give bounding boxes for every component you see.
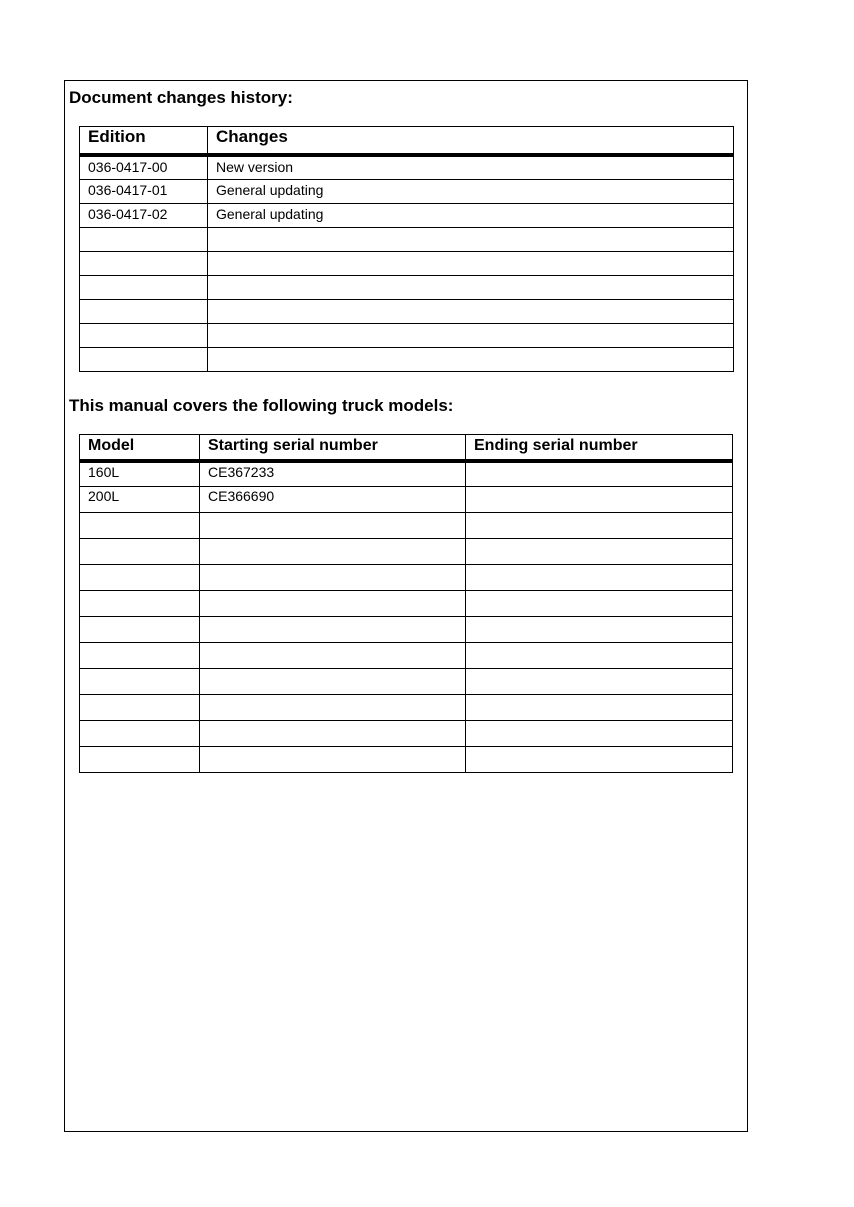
history-title: Document changes history: (69, 88, 293, 107)
history-row (80, 347, 734, 371)
changes-cell (208, 323, 734, 347)
starting-serial-cell (200, 721, 466, 747)
history-row (80, 203, 734, 227)
edition-cell (80, 347, 208, 371)
history-header-row (80, 127, 734, 156)
model-cell (80, 643, 200, 669)
starting-serial-cell (200, 591, 466, 617)
history-row (80, 275, 734, 299)
model-cell (80, 591, 200, 617)
starting-serial-cell: CE366690 (200, 487, 466, 513)
ending-serial-cell (466, 565, 733, 591)
models-table (79, 434, 733, 773)
history-row (80, 227, 734, 251)
history-row (80, 299, 734, 323)
edition-cell: 036-0417-01 (80, 179, 208, 203)
starting-serial-cell (200, 695, 466, 721)
model-row (80, 487, 733, 513)
ending-serial-cell (466, 617, 733, 643)
model-cell (80, 747, 200, 773)
edition-cell (80, 299, 208, 323)
model-cell (80, 513, 200, 539)
models-title: This manual covers the following truck models: (69, 396, 454, 415)
edition-cell: 036-0417-02 (80, 203, 208, 227)
changes-header: Changes (208, 127, 734, 156)
starting-serial-cell (200, 669, 466, 695)
model-cell (80, 721, 200, 747)
model-cell (80, 565, 200, 591)
model-row (80, 513, 733, 539)
model-row (80, 721, 733, 747)
starting-serial-cell: CE367233 (200, 461, 466, 487)
ending-serial-header: Ending serial number (466, 435, 733, 461)
changes-cell (208, 275, 734, 299)
ending-serial-cell (466, 747, 733, 773)
starting-serial-cell (200, 617, 466, 643)
ending-serial-cell (466, 643, 733, 669)
changes-cell (208, 299, 734, 323)
ending-serial-cell (466, 461, 733, 487)
edition-header: Edition (80, 127, 208, 156)
ending-serial-cell (466, 591, 733, 617)
model-cell: 160L (80, 461, 200, 487)
edition-cell: 036-0417-00 (80, 155, 208, 179)
models-header-row (80, 435, 733, 461)
changes-cell (208, 227, 734, 251)
edition-cell (80, 275, 208, 299)
starting-serial-cell (200, 539, 466, 565)
history-table (79, 126, 734, 372)
history-row (80, 155, 734, 179)
starting-serial-cell (200, 513, 466, 539)
model-cell: 200L (80, 487, 200, 513)
history-row (80, 323, 734, 347)
ending-serial-cell (466, 695, 733, 721)
ending-serial-cell (466, 669, 733, 695)
ending-serial-cell (466, 539, 733, 565)
model-row (80, 669, 733, 695)
model-row (80, 539, 733, 565)
changes-cell: New version (208, 155, 734, 179)
edition-cell (80, 323, 208, 347)
ending-serial-cell (466, 721, 733, 747)
history-row (80, 251, 734, 275)
changes-cell: General updating (208, 179, 734, 203)
ending-serial-cell (466, 487, 733, 513)
model-row (80, 695, 733, 721)
starting-serial-cell (200, 565, 466, 591)
model-row (80, 643, 733, 669)
changes-cell (208, 251, 734, 275)
model-row (80, 591, 733, 617)
model-row (80, 565, 733, 591)
model-cell (80, 669, 200, 695)
changes-cell: General updating (208, 203, 734, 227)
starting-serial-cell (200, 643, 466, 669)
model-row (80, 747, 733, 773)
history-row (80, 179, 734, 203)
model-row (80, 617, 733, 643)
model-cell (80, 539, 200, 565)
starting-serial-header: Starting serial number (200, 435, 466, 461)
edition-cell (80, 227, 208, 251)
model-cell (80, 617, 200, 643)
model-cell (80, 695, 200, 721)
starting-serial-cell (200, 747, 466, 773)
edition-cell (80, 251, 208, 275)
model-row (80, 461, 733, 487)
ending-serial-cell (466, 513, 733, 539)
model-header: Model (80, 435, 200, 461)
changes-cell (208, 347, 734, 371)
